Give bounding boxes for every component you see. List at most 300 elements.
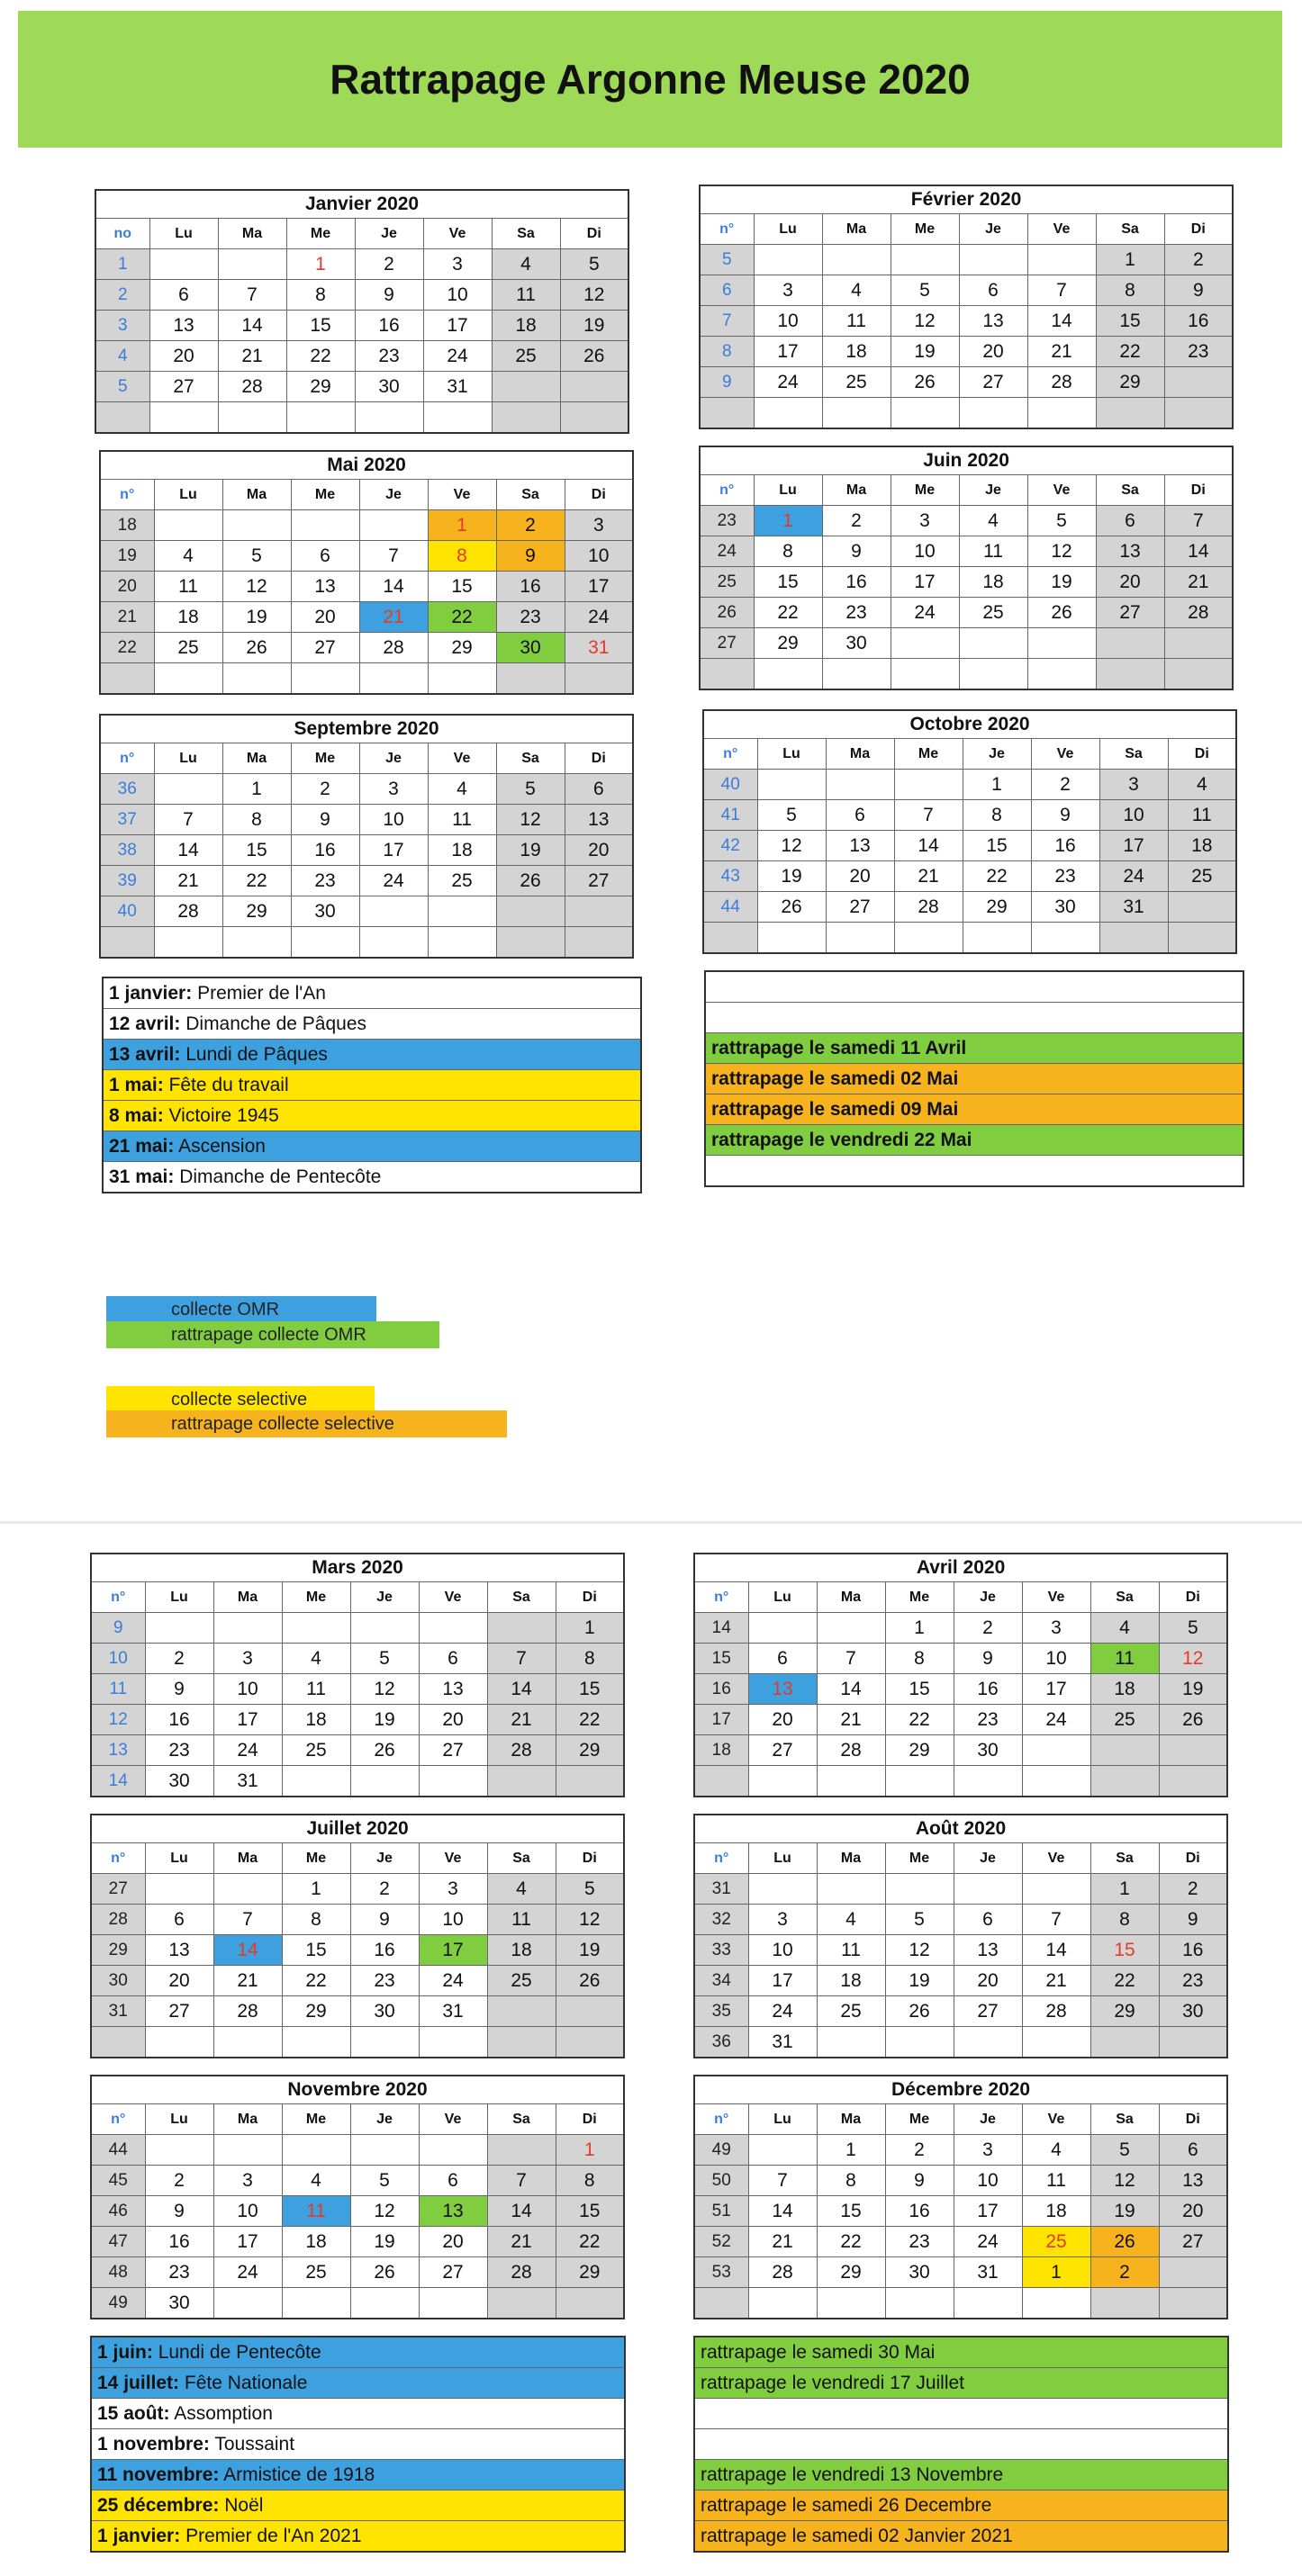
week-row [700, 398, 1233, 429]
day-cell [885, 2027, 954, 2058]
day-cell: 3 [419, 1874, 487, 1905]
month-title: Décembre 2020 [694, 2076, 1227, 2104]
day-cell: 12 [757, 831, 826, 861]
day-cell: 9 [1159, 1905, 1227, 1935]
day-cell [817, 1874, 885, 1905]
week-number: 44 [91, 2135, 145, 2166]
week-row [694, 1674, 1227, 1705]
day-cell: 29 [222, 896, 291, 927]
day-cell: 14 [1164, 536, 1233, 567]
day-cell: 7 [894, 800, 963, 831]
day-cell: 11 [1168, 800, 1236, 831]
day-cell: 23 [954, 1705, 1022, 1735]
day-cell [817, 2027, 885, 2058]
day-cell: 19 [1027, 567, 1096, 598]
day-cell: 29 [1096, 367, 1164, 398]
day-cell: 28 [213, 1996, 282, 2027]
catchup-row [694, 2337, 1228, 2368]
month-title: Janvier 2020 [95, 190, 628, 219]
week-number [700, 659, 754, 690]
day-cell: 2 [355, 249, 423, 280]
day-cell: 15 [817, 2196, 885, 2227]
day-header: Sa [1099, 739, 1168, 770]
day-cell: 27 [1096, 598, 1164, 628]
day-cell: 9 [822, 536, 891, 567]
day-cell: 26 [350, 1735, 419, 1766]
day-cell: 17 [419, 1935, 487, 1966]
holiday-entry [103, 1131, 641, 1162]
week-row [694, 1644, 1227, 1674]
day-cell: 16 [355, 311, 423, 341]
day-header: Me [286, 219, 355, 249]
day-cell [754, 659, 822, 690]
week-number: 41 [703, 800, 757, 831]
day-cell [891, 659, 959, 690]
week-number: 15 [694, 1644, 748, 1674]
day-cell: 10 [419, 1905, 487, 1935]
day-cell: 7 [154, 805, 222, 835]
week-row [700, 367, 1233, 398]
day-cell: 25 [428, 866, 496, 896]
catchup-row [705, 1125, 1243, 1156]
day-cell: 31 [565, 633, 633, 663]
day-cell: 28 [1027, 367, 1096, 398]
day-cell [891, 245, 959, 275]
catchup-row [705, 1003, 1243, 1033]
week-number: 22 [100, 633, 154, 663]
day-cell: 18 [817, 1966, 885, 1996]
week-number: 27 [700, 628, 754, 659]
holiday-label: Toussaint [214, 2433, 295, 2454]
day-header: Ma [822, 214, 891, 245]
day-cell: 14 [487, 1674, 556, 1705]
week-number: 24 [700, 536, 754, 567]
catchup-entry: rattrapage le samedi 02 Mai [705, 1064, 1243, 1094]
day-cell [350, 2288, 419, 2319]
day-cell: 24 [1022, 1705, 1090, 1735]
day-cell [748, 2135, 817, 2166]
week-row [91, 1705, 624, 1735]
day-cell: 11 [428, 805, 496, 835]
day-cell: 1 [1022, 2257, 1090, 2288]
day-cell: 22 [885, 1705, 954, 1735]
day-cell [423, 402, 492, 434]
day-cell: 13 [748, 1674, 817, 1705]
day-cell: 11 [492, 280, 560, 311]
day-cell [748, 1766, 817, 1797]
month-title: Novembre 2020 [91, 2076, 624, 2104]
holiday-label: Assomption [174, 2402, 273, 2424]
day-header: Di [556, 1843, 624, 1874]
day-cell: 24 [213, 2257, 282, 2288]
day-header: Sa [487, 2104, 556, 2135]
week-row [694, 2257, 1227, 2288]
week-row [700, 536, 1233, 567]
day-cell: 6 [1096, 506, 1164, 536]
day-cell: 27 [826, 892, 894, 923]
day-header: Di [1164, 214, 1233, 245]
day-cell [1164, 398, 1233, 429]
month-title: Septembre 2020 [100, 715, 633, 743]
day-header: Me [282, 2104, 350, 2135]
day-cell: 18 [1022, 2196, 1090, 2227]
week-row [91, 1613, 624, 1644]
day-cell: 23 [885, 2227, 954, 2257]
week-number [100, 927, 154, 959]
day-header: Ve [1031, 739, 1099, 770]
day-cell: 3 [213, 1644, 282, 1674]
day-cell: 5 [885, 1905, 954, 1935]
day-cell: 31 [423, 372, 492, 402]
week-number: 18 [694, 1735, 748, 1766]
week-number-header: n° [100, 743, 154, 774]
day-cell: 5 [1159, 1613, 1227, 1644]
day-cell [1022, 1766, 1090, 1797]
week-row [95, 402, 628, 434]
day-cell: 20 [826, 861, 894, 892]
day-header: Ve [428, 480, 496, 510]
day-cell [757, 770, 826, 800]
week-row [694, 1613, 1227, 1644]
day-cell: 9 [954, 1644, 1022, 1674]
day-cell [1027, 659, 1096, 690]
holidays-list [90, 2336, 626, 2553]
day-cell: 21 [1164, 567, 1233, 598]
day-header: Je [350, 1843, 419, 1874]
day-cell [218, 249, 286, 280]
holiday-label: Premier de l'An [197, 982, 326, 1004]
day-header: Ma [213, 2104, 282, 2135]
day-cell [754, 398, 822, 429]
day-cell [748, 1874, 817, 1905]
day-cell: 30 [1159, 1996, 1227, 2027]
day-cell [350, 2135, 419, 2166]
day-cell [959, 659, 1027, 690]
day-cell: 26 [1090, 2227, 1159, 2257]
week-row [100, 896, 633, 927]
week-number: 31 [694, 1874, 748, 1905]
day-header: Je [359, 480, 428, 510]
day-header: Je [350, 1582, 419, 1613]
week-row [95, 341, 628, 372]
day-cell: 8 [222, 805, 291, 835]
day-cell [487, 2027, 556, 2058]
day-cell [754, 245, 822, 275]
day-cell: 26 [556, 1966, 624, 1996]
day-cell [487, 1613, 556, 1644]
day-header: Di [560, 219, 628, 249]
day-cell: 23 [355, 341, 423, 372]
day-header: Ma [817, 1843, 885, 1874]
week-number: 21 [100, 602, 154, 633]
day-cell: 28 [894, 892, 963, 923]
catchup-list [693, 2336, 1229, 2553]
day-cell: 29 [963, 892, 1031, 923]
day-cell: 16 [1164, 306, 1233, 337]
day-header: Je [359, 743, 428, 774]
week-number: 2 [95, 280, 149, 311]
day-cell: 18 [428, 835, 496, 866]
catchup-row [705, 1033, 1243, 1064]
day-cell: 21 [487, 2227, 556, 2257]
holiday-entry [91, 2490, 625, 2521]
day-cell [959, 245, 1027, 275]
week-number [703, 923, 757, 954]
day-cell: 10 [954, 2166, 1022, 2196]
day-header: Me [894, 739, 963, 770]
day-cell: 24 [1099, 861, 1168, 892]
day-cell [1159, 2288, 1227, 2319]
day-cell: 26 [885, 1996, 954, 2027]
day-cell [419, 2135, 487, 2166]
page-divider [0, 1521, 1302, 1524]
day-cell: 16 [822, 567, 891, 598]
month-title: Avril 2020 [694, 1554, 1227, 1582]
week-number: 3 [95, 311, 149, 341]
day-cell: 14 [894, 831, 963, 861]
day-cell: 18 [959, 567, 1027, 598]
day-cell: 6 [419, 1644, 487, 1674]
week-row [703, 800, 1236, 831]
week-number: 43 [703, 861, 757, 892]
week-number: 8 [700, 337, 754, 367]
day-cell [556, 1766, 624, 1797]
day-cell: 10 [213, 2196, 282, 2227]
day-cell [1027, 628, 1096, 659]
day-cell: 29 [556, 1735, 624, 1766]
day-cell: 5 [891, 275, 959, 306]
day-cell: 12 [560, 280, 628, 311]
day-header: Lu [754, 214, 822, 245]
holiday-date: 1 janvier: [97, 2525, 181, 2546]
day-cell: 15 [286, 311, 355, 341]
week-row [100, 572, 633, 602]
week-row [91, 1644, 624, 1674]
month-title: Août 2020 [694, 1815, 1227, 1843]
day-cell: 26 [1027, 598, 1096, 628]
day-cell [291, 510, 359, 541]
week-row [91, 1905, 624, 1935]
day-cell [1090, 1766, 1159, 1797]
day-cell [359, 896, 428, 927]
day-header: Di [1168, 739, 1236, 770]
week-row [100, 927, 633, 959]
catchup-row [705, 1064, 1243, 1094]
week-row [91, 1674, 624, 1705]
catchup-row [705, 971, 1243, 1003]
day-cell: 10 [1022, 1644, 1090, 1674]
day-header: Sa [487, 1582, 556, 1613]
day-header: Ma [222, 480, 291, 510]
holiday-entry [91, 2460, 625, 2490]
week-number: 13 [91, 1735, 145, 1766]
day-cell: 28 [748, 2257, 817, 2288]
week-row [694, 2227, 1227, 2257]
week-row [95, 372, 628, 402]
day-cell: 30 [145, 2288, 213, 2319]
day-cell: 15 [963, 831, 1031, 861]
day-cell [748, 1613, 817, 1644]
day-cell: 7 [1164, 506, 1233, 536]
day-cell [419, 1613, 487, 1644]
day-header: Je [959, 475, 1027, 506]
day-cell: 29 [885, 1735, 954, 1766]
week-row [95, 249, 628, 280]
day-cell: 3 [423, 249, 492, 280]
holiday-label: Victoire 1945 [168, 1104, 279, 1126]
day-cell: 12 [885, 1935, 954, 1966]
day-cell: 27 [419, 2257, 487, 2288]
day-cell: 10 [359, 805, 428, 835]
day-cell: 21 [1022, 1966, 1090, 1996]
day-cell [822, 659, 891, 690]
day-header: Lu [145, 1582, 213, 1613]
day-cell [1159, 2257, 1227, 2288]
day-cell [154, 510, 222, 541]
week-row [703, 861, 1236, 892]
day-cell [817, 1613, 885, 1644]
day-cell: 4 [959, 506, 1027, 536]
month-title: Février 2020 [700, 185, 1233, 214]
holiday-label: Fête du travail [168, 1074, 289, 1095]
day-header: Lu [154, 480, 222, 510]
day-header: Ve [1027, 214, 1096, 245]
day-cell: 25 [959, 598, 1027, 628]
day-cell: 23 [496, 602, 565, 633]
day-cell [487, 2135, 556, 2166]
day-cell: 19 [496, 835, 565, 866]
day-cell: 29 [556, 2257, 624, 2288]
day-header: Lu [754, 475, 822, 506]
week-number [694, 1766, 748, 1797]
day-cell: 8 [556, 2166, 624, 2196]
day-cell [496, 663, 565, 695]
day-cell: 18 [492, 311, 560, 341]
day-cell: 11 [822, 306, 891, 337]
day-cell: 17 [213, 2227, 282, 2257]
day-cell: 29 [1090, 1996, 1159, 2027]
day-cell: 6 [1159, 2135, 1227, 2166]
day-cell [556, 1996, 624, 2027]
day-cell: 15 [885, 1674, 954, 1705]
week-number: 52 [694, 2227, 748, 2257]
day-cell: 19 [560, 311, 628, 341]
day-cell [1022, 1735, 1090, 1766]
day-cell: 31 [419, 1996, 487, 2027]
week-row [91, 2166, 624, 2196]
holiday-entry [103, 1009, 641, 1040]
holiday-label: Ascension [178, 1135, 266, 1157]
day-cell: 3 [1022, 1613, 1090, 1644]
day-header: Me [885, 2104, 954, 2135]
day-cell: 20 [419, 2227, 487, 2257]
day-cell: 30 [145, 1766, 213, 1797]
catchup-entry: rattrapage le samedi 09 Mai [705, 1094, 1243, 1125]
day-cell: 7 [1027, 275, 1096, 306]
week-number [700, 398, 754, 429]
holiday-row [91, 2521, 625, 2553]
day-cell [154, 927, 222, 959]
day-cell: 11 [1090, 1644, 1159, 1674]
day-cell [359, 663, 428, 695]
day-header: Sa [496, 743, 565, 774]
day-cell: 13 [419, 2196, 487, 2227]
week-row [100, 866, 633, 896]
day-cell: 15 [556, 2196, 624, 2227]
day-cell: 20 [954, 1966, 1022, 1996]
day-cell: 12 [556, 1905, 624, 1935]
day-header: Di [565, 480, 633, 510]
week-row [100, 774, 633, 805]
week-number: 16 [694, 1674, 748, 1705]
day-cell: 22 [282, 1966, 350, 1996]
day-cell: 14 [218, 311, 286, 341]
week-number-header: n° [700, 214, 754, 245]
holiday-date: 21 mai: [109, 1135, 175, 1157]
page-title: Rattrapage Argonne Meuse 2020 [330, 56, 971, 103]
day-header: Je [350, 2104, 419, 2135]
catchup-entry: rattrapage le vendredi 17 Juillet [694, 2368, 1228, 2399]
day-header: Di [1164, 475, 1233, 506]
week-number: 40 [100, 896, 154, 927]
day-cell: 17 [1022, 1674, 1090, 1705]
day-header: Ve [1022, 1843, 1090, 1874]
week-number-header: n° [91, 1843, 145, 1874]
month-calendar [693, 1553, 1228, 1797]
week-row [694, 1705, 1227, 1735]
week-row [91, 1766, 624, 1797]
day-cell [428, 663, 496, 695]
day-header: Ve [419, 1843, 487, 1874]
day-cell: 23 [145, 2257, 213, 2288]
week-row [694, 2166, 1227, 2196]
day-header: Sa [487, 1843, 556, 1874]
week-number: 10 [91, 1644, 145, 1674]
day-cell [963, 923, 1031, 954]
week-row [703, 770, 1236, 800]
holiday-row [91, 2368, 625, 2399]
day-cell [1022, 1874, 1090, 1905]
week-number: 36 [100, 774, 154, 805]
day-header: Sa [1096, 214, 1164, 245]
day-cell: 23 [822, 598, 891, 628]
day-cell: 11 [282, 2196, 350, 2227]
day-cell [282, 2288, 350, 2319]
week-number: 25 [700, 567, 754, 598]
day-cell [954, 1766, 1022, 1797]
day-cell [1022, 2027, 1090, 2058]
day-cell: 1 [222, 774, 291, 805]
day-cell: 3 [748, 1905, 817, 1935]
week-number: 14 [91, 1766, 145, 1797]
day-cell: 4 [1090, 1613, 1159, 1644]
day-cell [891, 628, 959, 659]
day-cell: 2 [1031, 770, 1099, 800]
day-cell: 15 [282, 1935, 350, 1966]
week-row [700, 306, 1233, 337]
week-number: 7 [700, 306, 754, 337]
day-cell: 23 [1164, 337, 1233, 367]
holiday-label: Dimanche de Pentecôte [179, 1166, 382, 1187]
day-cell [885, 1766, 954, 1797]
day-cell [894, 770, 963, 800]
day-cell: 23 [350, 1966, 419, 1996]
day-cell [954, 2027, 1022, 2058]
day-cell [154, 774, 222, 805]
day-cell: 22 [556, 1705, 624, 1735]
day-header: Lu [757, 739, 826, 770]
holiday-row [103, 1009, 641, 1040]
